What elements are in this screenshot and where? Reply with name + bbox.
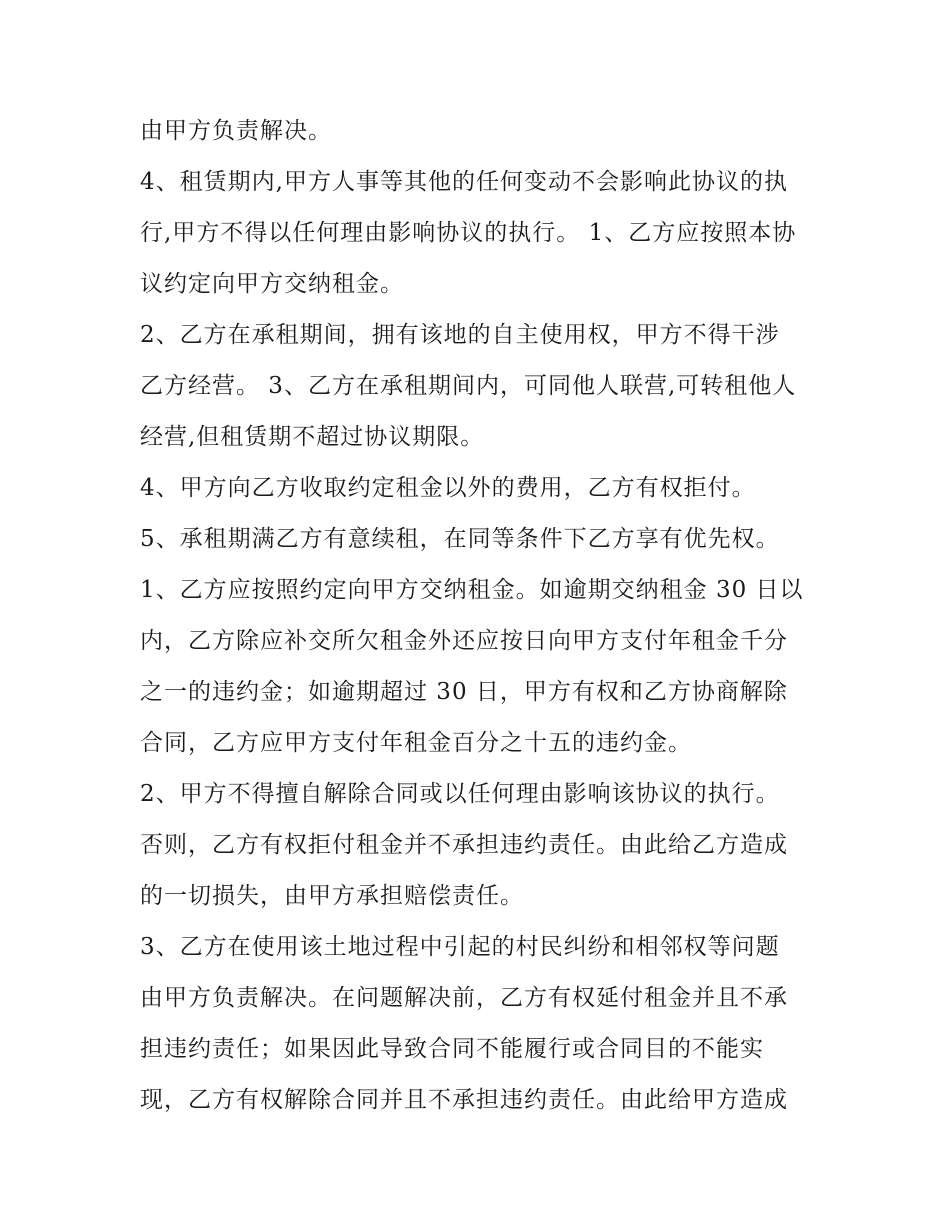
text-line: 3、乙方在使用该土地过程中引起的村民纠纷和相邻权等问题: [140, 934, 780, 960]
document-body: [140, 106, 830, 1126]
text-line: 行,甲方不得以任何理由影响协议的执行。 1、乙方应按照本协: [140, 220, 797, 246]
text-line: 2、甲方不得擅自解除合同或以任何理由影响该协议的执行。: [140, 781, 780, 807]
text-line: 5、承租期满乙方有意续租，在同等条件下乙方享有优先权。: [140, 526, 780, 552]
text-line: 的一切损失，由甲方承担赔偿责任。: [140, 883, 524, 909]
text-line: 由甲方负责解决。在问题解决前，乙方有权延付租金并且不承: [140, 985, 788, 1011]
text-line: 4、甲方向乙方收取约定租金以外的费用，乙方有权拒付。: [140, 475, 756, 501]
text-line: 由甲方负责解决。: [140, 118, 332, 144]
text-line: 否则，乙方有权拒付租金并不承担违约责任。由此给乙方造成: [140, 832, 788, 858]
text-line: 2、乙方在承租期间，拥有该地的自主使用权，甲方不得干涉: [140, 322, 780, 348]
text-line: 现，乙方有权解除合同并且不承担违约责任。由此给甲方造成: [140, 1087, 788, 1113]
text-line: 经营,但租赁期不超过协议期限。: [140, 424, 485, 450]
text-line: 担违约责任；如果因此导致合同不能履行或合同目的不能实: [140, 1036, 764, 1062]
text-line: 议约定向甲方交纳租金。: [140, 271, 404, 297]
text-line: 之一的违约金；如逾期超过 30 日，甲方有权和乙方协商解除: [140, 679, 788, 705]
text-line: 4、租赁期内,甲方人事等其他的任何变动不会影响此协议的执: [140, 169, 788, 195]
text-line: 乙方经营。 3、乙方在承租期间内，可同他人联营,可转租他人: [140, 373, 797, 399]
text-line: 内，乙方除应补交所欠租金外还应按日向甲方支付年租金千分: [140, 628, 788, 654]
text-line: 1、乙方应按照约定向甲方交纳租金。如逾期交纳租金 30 日以: [140, 577, 804, 603]
text-line: 合同，乙方应甲方支付年租金百分之十五的违约金。: [140, 730, 692, 756]
